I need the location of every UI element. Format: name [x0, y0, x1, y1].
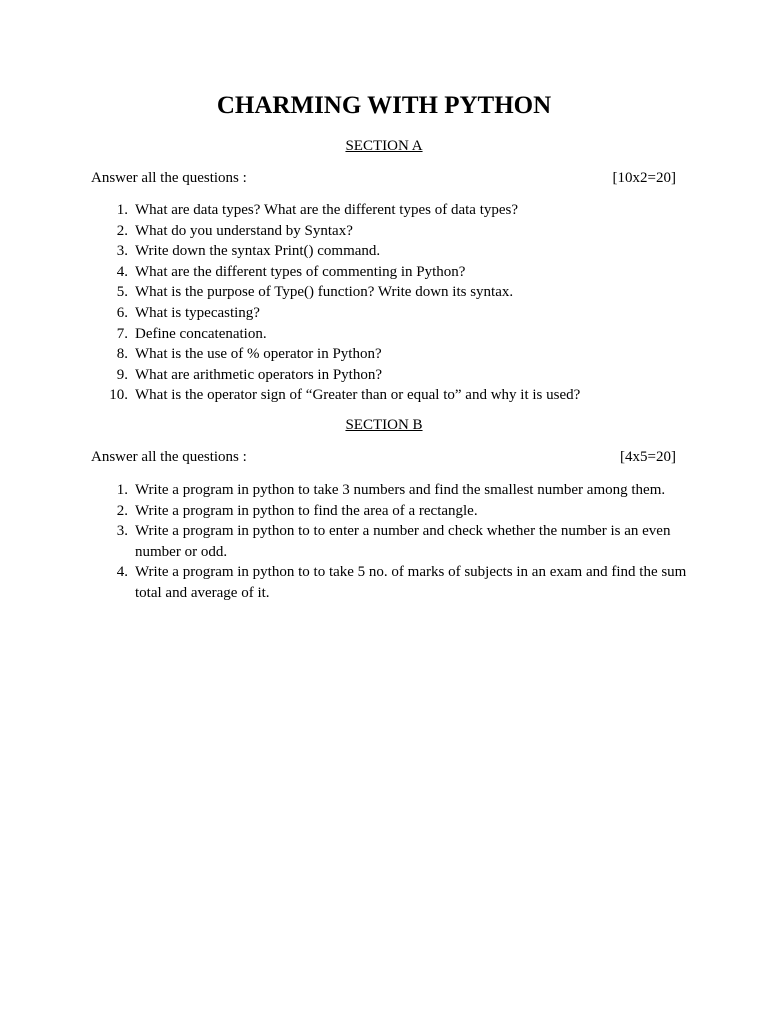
section-a-question-list [91, 200, 691, 406]
question-text: What are data types? What are the different types of data types? [135, 202, 519, 218]
question-item [91, 324, 691, 345]
question-text: What is the purpose of Type() function? Write down its syntax. [135, 284, 514, 301]
question-item [91, 262, 691, 283]
question-text: Write a program in python to take 3 numbers and find the smallest number among them. [135, 482, 666, 498]
question-item [91, 562, 691, 603]
section-a-instruction-row [91, 170, 676, 187]
question-item [91, 221, 691, 242]
question-text: Define concatenation. [135, 325, 267, 342]
question-number: 2. [116, 502, 128, 519]
question-item [91, 521, 691, 562]
question-item [91, 365, 691, 386]
question-text: What is typecasting? [135, 304, 260, 321]
question-number: 9. [116, 366, 128, 383]
question-number: 4. [116, 564, 128, 581]
question-number: 1. [116, 482, 128, 498]
question-number: 5. [116, 284, 128, 301]
question-item [91, 303, 691, 324]
question-number: 6. [116, 304, 128, 321]
question-number: 1. [116, 202, 128, 218]
question-number: 3. [116, 243, 128, 260]
question-text: What is the operator sign of “Greater than or equal to” and why it is used? [135, 387, 581, 404]
question-text: Write a program in python to to take 5 no. of marks of subjects in an exam and find the sum total and average of it. [135, 564, 687, 601]
section-b-heading: SECTION B [345, 417, 423, 433]
section-a-instruction: Answer all the questions : [91, 170, 247, 186]
document-title: CHARMING WITH PYTHON [216, 92, 552, 119]
question-text: Write down the syntax Print() command. [135, 243, 381, 260]
section-a-marks: [10x2=20] [612, 170, 676, 186]
question-item [91, 480, 691, 501]
question-item [91, 344, 691, 365]
section-b-instruction: Answer all the questions : [91, 449, 247, 465]
question-text: What do you understand by Syntax? [135, 222, 353, 239]
question-number: 10. [109, 387, 128, 404]
section-b-instruction-row [91, 449, 676, 466]
question-number: 3. [116, 523, 128, 540]
question-item [91, 501, 691, 522]
question-number: 8. [116, 346, 128, 363]
question-text: What are the different types of commenting in Python? [135, 263, 466, 280]
question-number: 7. [116, 325, 128, 342]
question-text: What are arithmetic operators in Python? [135, 366, 382, 383]
question-item [91, 385, 691, 406]
question-text: What is the use of % operator in Python? [135, 346, 382, 363]
question-text: Write a program in python to to enter a number and check whether the number is an even number or odd. [135, 523, 671, 560]
question-number: 4. [116, 263, 128, 280]
section-b-question-list [91, 480, 691, 604]
section-a-heading: SECTION A [345, 138, 423, 154]
question-text: Write a program in python to find the area of a rectangle. [135, 502, 478, 519]
question-item [91, 241, 691, 262]
question-item [91, 200, 691, 221]
question-item [91, 282, 691, 303]
question-number: 2. [116, 222, 128, 239]
section-b-marks: [4x5=20] [620, 449, 676, 465]
